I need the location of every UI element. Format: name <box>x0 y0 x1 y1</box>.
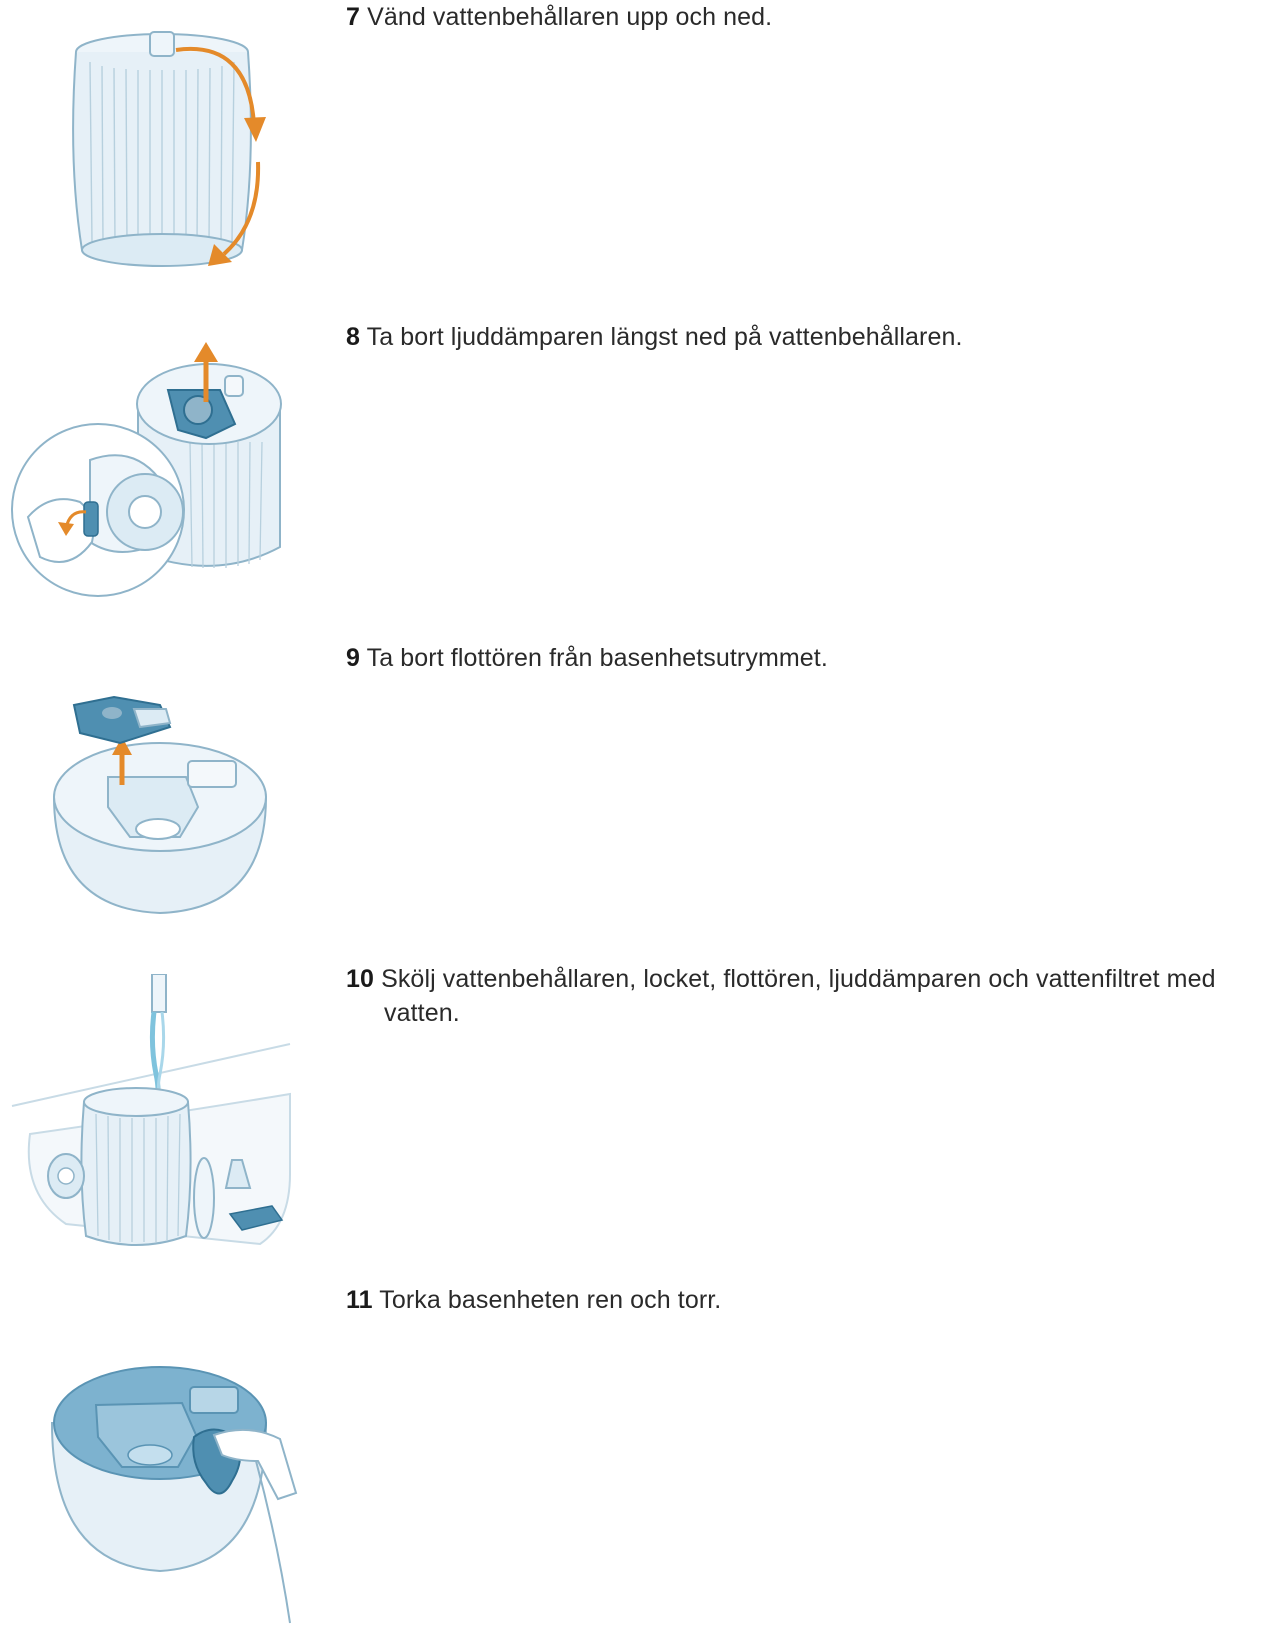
float-removal-illustration <box>10 669 305 919</box>
step-11-instruction <box>346 1283 1271 1317</box>
step-10-number: 10 <box>346 965 375 993</box>
step-10-instruction <box>346 962 1271 1030</box>
step-11-number: 11 <box>346 1286 373 1314</box>
step-10-text: Skölj vattenbehållaren, locket, flottören, ljuddämparen och vattenfiltret med vatten. <box>381 965 1216 1027</box>
step-7-instruction <box>346 0 1271 34</box>
water-tank-flip-illustration <box>10 22 305 287</box>
silencer-removal-illustration <box>10 342 305 612</box>
step-9-instruction <box>346 641 1271 675</box>
step-7-text: Vänd vattenbehållaren upp och ned. <box>367 3 773 31</box>
step-8-number: 8 <box>346 323 361 351</box>
wipe-base-illustration <box>10 1343 305 1633</box>
step-7-number: 7 <box>346 3 361 31</box>
step-8-text: Ta bort ljuddämparen längst ned på vattenbehållaren. <box>366 323 963 351</box>
step-8-instruction <box>346 320 1271 354</box>
step-11-text: Torka basenheten ren och torr. <box>379 1286 722 1314</box>
rinse-parts-illustration <box>10 974 305 1264</box>
step-9-number: 9 <box>346 644 361 672</box>
step-9-text: Ta bort flottören från basenhetsutrymmet. <box>366 644 828 672</box>
